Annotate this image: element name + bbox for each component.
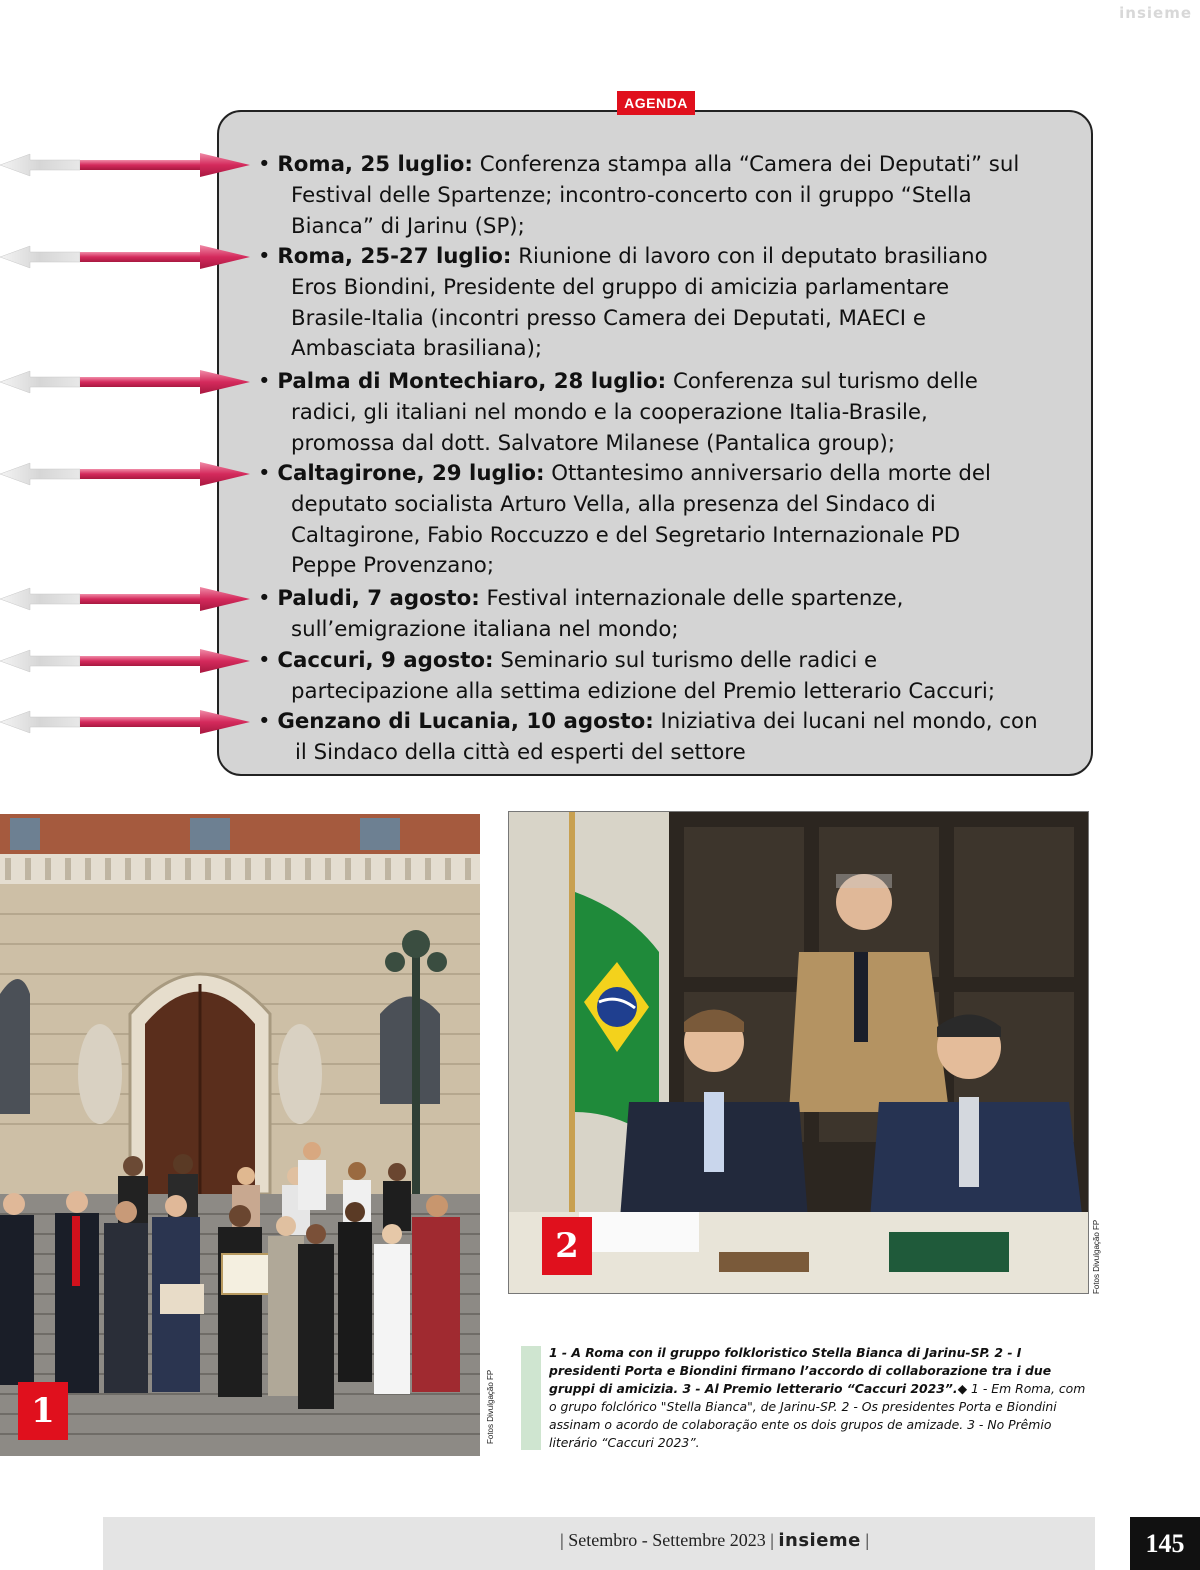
caption-separator: ◆ — [957, 1381, 968, 1396]
arrow-icon — [0, 243, 260, 271]
footer-text — [103, 1530, 869, 1551]
agenda-item-text: Iniziativa dei lucani nel mondo, con — [653, 709, 1038, 734]
agenda-item-place: Caltagirone, 29 luglio: — [277, 461, 545, 486]
arrow-icon — [0, 585, 260, 613]
agenda-item-place: Roma, 25-27 luglio: — [277, 244, 512, 269]
agenda-item-place: Paludi, 7 agosto: — [277, 586, 480, 611]
agenda-item: • Caccuri, 9 agosto: Seminario sul turismo delle radici e partecipazione alla settima edizione del Premio letterario Caccuri; — [258, 646, 1078, 708]
agenda-item-continuation: il Sindaco della città ed esperti del settore — [295, 739, 746, 765]
agenda-item: • Palma di Montechiaro, 28 luglio: Conferenza sul turismo delle radici, gli italiani nel mondo e la cooperazione Italia-Brasile, promossa dal dott. Salvatore Milanese (Pantalica group); — [258, 367, 1078, 459]
agenda-item-text: Conferenza sul turismo delle — [666, 369, 978, 394]
agenda-item: • Roma, 25 luglio: Conferenza stampa alla “Camera dei Deputati” sul Festival delle Spartenze; incontro-concerto con il gruppo “Stella Bianca” di Jarinu (SP); — [258, 150, 1078, 242]
photo-credit: Fotos Divulgação FP — [1092, 1219, 1101, 1294]
footer-suffix: | — [860, 1530, 869, 1550]
brand-watermark: insieme — [1119, 4, 1192, 22]
agenda-item-continuation: sull’emigrazione italiana nel mondo; — [291, 616, 679, 642]
agenda-item-continuation: Festival delle Spartenze; incontro-concerto con il gruppo “Stella Bianca” di Jarinu (SP); — [291, 182, 972, 239]
caption-portuguese: 1 - Em Roma, com o grupo folclórico "Stella Bianca", de Jarinu-SP. 2 - Os presidentes Porta e Biondini assinam o acordo de colaboração ente os dois grupos de amizade. 3 - No Prêmio literário “Caccuri 2023”. — [549, 1381, 1086, 1450]
page-number: 145 — [1130, 1517, 1200, 1570]
agenda-item: • Paludi, 7 agosto: Festival internazionale delle spartenze, sull’emigrazione italiana nel mondo; — [258, 584, 1078, 646]
arrow-icon — [0, 460, 260, 488]
agenda-item-continuation: radici, gli italiani nel mondo e la cooperazione Italia-Brasile, promossa dal dott. Salvatore Milanese (Pantalica group); — [291, 399, 928, 456]
agenda-item: • Roma, 25-27 luglio: Riunione di lavoro con il deputato brasiliano Eros Biondini, Presidente del gruppo di amicizia parlamentare Brasile-Italia (incontri presso Camera dei Deputati, MAECI e Ambasciata brasiliana); — [258, 242, 1078, 365]
agenda-item-text: Seminario sul turismo delle radici e — [493, 648, 878, 673]
photo-number-badge: 2 — [542, 1217, 592, 1275]
agenda-tag: AGENDA — [617, 91, 695, 115]
caption-accent-bar — [521, 1346, 541, 1450]
agenda-item-continuation: Eros Biondini, Presidente del gruppo di amicizia parlamentare Brasile-Italia (incontri presso Camera dei Deputati, MAECI e Ambasciata brasiliana); — [291, 274, 950, 362]
footer-issue: | Setembro - Settembre 2023 | — [560, 1530, 774, 1550]
agenda-item: • Caltagirone, 29 luglio: Ottantesimo anniversario della morte del deputato socialista Arturo Vella, alla presenza del Sindaco di Caltagirone, Fabio Roccuzzo e del Segretario Internazionale PD Peppe Provenzano; — [258, 459, 1078, 582]
agenda-item-text: Riunione di lavoro con il deputato brasiliano — [511, 244, 988, 269]
photo-credit: Fotos Divulgação FP — [486, 1369, 495, 1444]
agenda-item-text: Ottantesimo anniversario della morte del — [544, 461, 991, 486]
arrow-icon — [0, 708, 260, 736]
photo-2-illustration — [509, 812, 1089, 1294]
agenda-item-text: Conferenza stampa alla “Camera dei Deputati” sul — [472, 152, 1020, 177]
caption-italian: 1 - A Roma con il gruppo folkloristico Stella Bianca di Jarinu-SP. 2 - I presidenti Porta e Biondini firmano l’accordo di collaborazione tra i due gruppi di amicizia. 3 - Al Premio letterario “Caccuri 2023”. — [549, 1345, 1052, 1396]
arrow-icon — [0, 368, 260, 396]
agenda-item-continuation: deputato socialista Arturo Vella, alla presenza del Sindaco di Caltagirone, Fabio Roccuzzo e del Segretario Internazionale PD Peppe Provenzano; — [291, 491, 961, 579]
agenda-item-place: Roma, 25 luglio: — [277, 152, 473, 177]
footer-brand: insieme — [778, 1530, 861, 1551]
agenda-item: • Genzano di Lucania, 10 agosto: Iniziativa dei lucani nel mondo, con il Sindaco della città ed esperti del settore — [258, 707, 1078, 769]
arrow-icon — [0, 151, 260, 179]
agenda-item-place: Caccuri, 9 agosto: — [277, 648, 494, 673]
agenda-item-continuation: partecipazione alla settima edizione del Premio letterario Caccuri; — [291, 678, 996, 704]
arrow-icon — [0, 647, 260, 675]
photo-group-on-steps — [0, 814, 480, 1456]
agenda-item-place: Palma di Montechiaro, 28 luglio: — [277, 369, 667, 394]
photo-caption — [549, 1344, 1089, 1452]
photo-number-badge: 1 — [18, 1382, 68, 1440]
photo-1-illustration — [0, 814, 480, 1456]
photo-signing — [508, 811, 1089, 1294]
agenda-item-place: Genzano di Lucania, 10 agosto: — [277, 709, 654, 734]
agenda-item-text: Festival internazionale delle spartenze, — [479, 586, 904, 611]
